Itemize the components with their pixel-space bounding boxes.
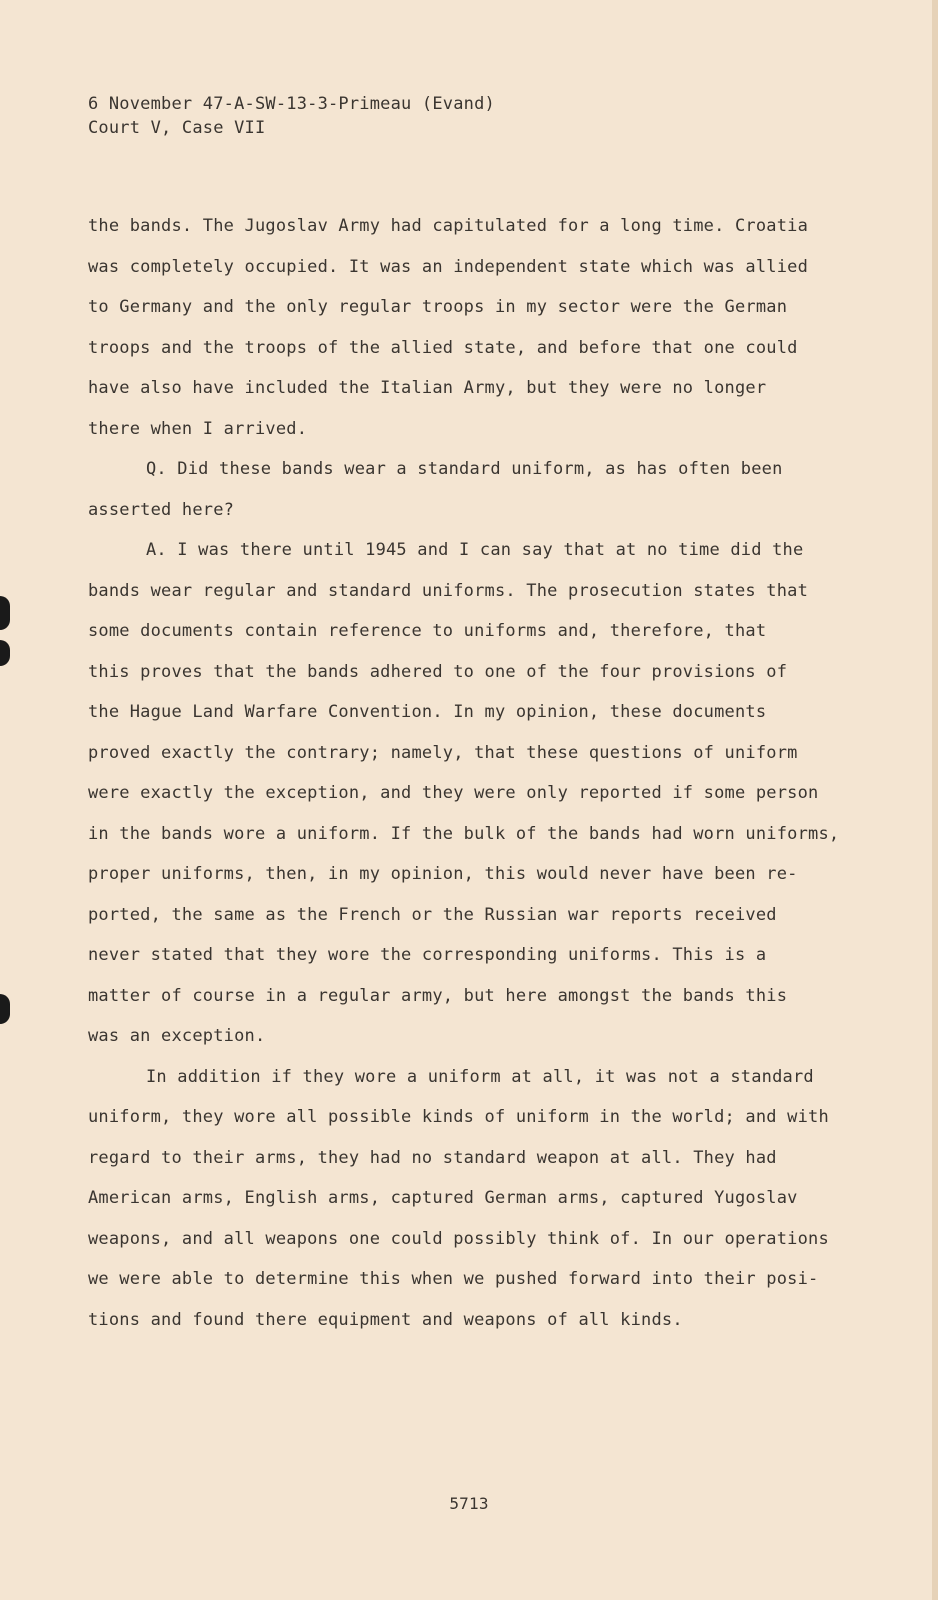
header-date-reference: 6 November 47-A-SW-13-3-Primeau (Evand): [88, 94, 495, 114]
text-line: never stated that they wore the corresponding uniforms. This is a: [88, 945, 767, 965]
question-paragraph: [88, 457, 848, 538]
text-line: A. I was there until 1945 and I can say that at no time did the: [146, 540, 804, 560]
paragraph: [88, 1065, 848, 1349]
text-line: were exactly the exception, and they were only reported if some person: [88, 783, 819, 803]
text-line: have also have included the Italian Army, but they were no longer: [88, 378, 767, 398]
text-line: weapons, and all weapons one could possibly think of. In our operations: [88, 1228, 829, 1249]
punch-hole-mark: [0, 640, 10, 666]
header-court-case: Court V, Case VII: [88, 118, 266, 138]
text-line: this proves that the bands adhered to one of the four provisions of: [88, 661, 788, 682]
text-line: in the bands wore a uniform. If the bulk of the bands had worn uniforms,: [88, 823, 840, 844]
text-line: we were able to determine this when we pushed forward into their posi-: [88, 1269, 819, 1289]
text-line: there when I arrived.: [88, 418, 308, 439]
answer-paragraph: [88, 538, 848, 1065]
page-number: 5713: [449, 1494, 489, 1513]
text-line: asserted here?: [88, 499, 235, 520]
text-line: the Hague Land Warfare Convention. In my opinion, these documents: [88, 702, 767, 722]
text-line: was completely occupied. It was an independent state which was allied: [88, 256, 809, 277]
transcript-body: [88, 214, 848, 1348]
text-line: ported, the same as the French or the Russian war reports received: [88, 904, 777, 925]
text-line: to Germany and the only regular troops in my sector were the German: [88, 297, 788, 317]
text-line: regard to their arms, they had no standard weapon at all. They had: [88, 1147, 777, 1168]
text-line: In addition if they wore a uniform at all, it was not a standard: [146, 1066, 814, 1087]
text-line: uniform, they wore all possible kinds of uniform in the world; and with: [88, 1107, 829, 1127]
punch-hole-mark: [0, 596, 10, 630]
paragraph: [88, 214, 848, 457]
text-line: was an exception.: [88, 1026, 266, 1046]
text-line: matter of course in a regular army, but here amongst the bands this: [88, 985, 788, 1006]
document-header: [88, 92, 495, 140]
text-line: proper uniforms, then, in my opinion, this would never have been re-: [88, 864, 798, 884]
text-line: troops and the troops of the allied state, and before that one could: [88, 337, 798, 358]
text-line: tions and found there equipment and weapons of all kinds.: [88, 1309, 683, 1330]
punch-hole-mark: [0, 994, 10, 1024]
text-line: American arms, English arms, captured German arms, captured Yugoslav: [88, 1188, 798, 1208]
text-line: Q. Did these bands wear a standard uniform, as has often been: [146, 459, 783, 479]
text-line: proved exactly the contrary; namely, that these questions of uniform: [88, 742, 798, 763]
text-line: bands wear regular and standard uniforms. The prosecution states that: [88, 580, 809, 601]
text-line: some documents contain reference to uniforms and, therefore, that: [88, 621, 767, 641]
text-line: the bands. The Jugoslav Army had capitulated for a long time. Croatia: [88, 216, 809, 236]
